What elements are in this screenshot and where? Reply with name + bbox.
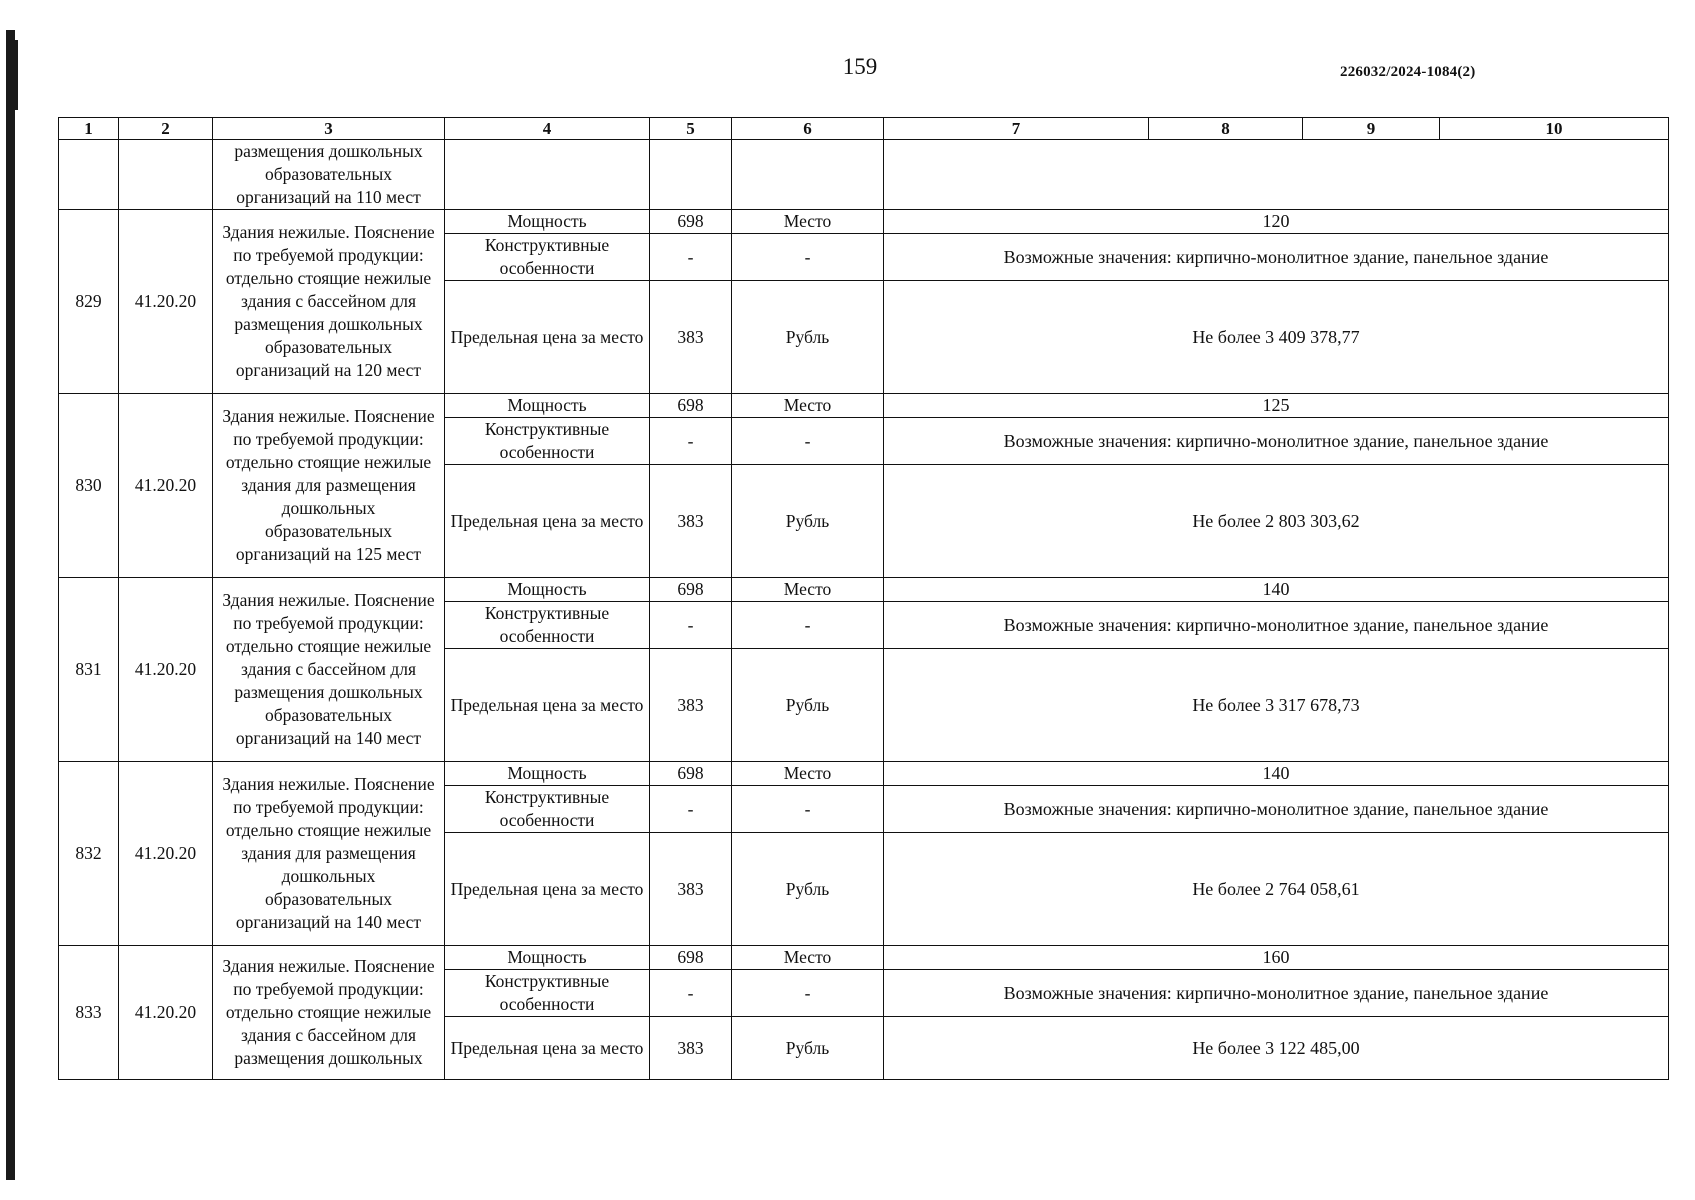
table-row: [59, 210, 1669, 234]
table-row: [59, 578, 1669, 602]
column-number: 9: [1303, 118, 1440, 140]
unit-code: 698: [650, 946, 732, 970]
characteristic-cell: [445, 140, 650, 210]
characteristic-name: Конструктивные особенности: [445, 786, 650, 833]
number-cell: [59, 140, 119, 210]
item-description: Здания нежилые. Пояснение по требуемой продукции: отдельно стоящие нежилые здания с бассейном для размещения дошкольных образовательных организаций на 140 мест: [213, 578, 445, 762]
column-number: 10: [1440, 118, 1669, 140]
characteristic-value: Возможные значения: кирпично-монолитное здание, панельное здание: [884, 418, 1669, 465]
unit-name: Рубль: [732, 649, 884, 762]
unit-code: -: [650, 786, 732, 833]
unit-code: -: [650, 234, 732, 281]
value-cell: [884, 140, 1669, 210]
scan-edge-mark: [6, 30, 15, 1180]
unit-code: 698: [650, 578, 732, 602]
characteristic-name: Мощность: [445, 762, 650, 786]
unit-name: Место: [732, 946, 884, 970]
table-row: [59, 946, 1669, 970]
characteristic-value: Не более 2 803 303,62: [884, 465, 1669, 578]
unit-code: -: [650, 602, 732, 649]
characteristic-name: Предельная цена за место: [445, 281, 650, 394]
unit-code: 698: [650, 394, 732, 418]
unit-name: -: [732, 970, 884, 1017]
unit-name: Рубль: [732, 465, 884, 578]
item-number: 830: [59, 394, 119, 578]
okpd-code: 41.20.20: [119, 946, 213, 1080]
code-cell: [119, 140, 213, 210]
characteristic-name: Предельная цена за место: [445, 833, 650, 946]
unit-name: -: [732, 786, 884, 833]
item-description: Здания нежилые. Пояснение по требуемой продукции: отдельно стоящие нежилые здания с бассейном для размещения дошкольных: [213, 946, 445, 1080]
okpd-code: 41.20.20: [119, 394, 213, 578]
characteristic-name: Мощность: [445, 578, 650, 602]
characteristic-name: Конструктивные особенности: [445, 418, 650, 465]
characteristic-name: Предельная цена за место: [445, 649, 650, 762]
okpd-code: 41.20.20: [119, 210, 213, 394]
unit-name: -: [732, 418, 884, 465]
unit-code: -: [650, 418, 732, 465]
characteristic-value: Не более 3 122 485,00: [884, 1017, 1669, 1080]
scan-edge-mark: [14, 40, 18, 110]
column-number: 7: [884, 118, 1149, 140]
column-number: 1: [59, 118, 119, 140]
characteristic-name: Мощность: [445, 946, 650, 970]
column-number: 3: [213, 118, 445, 140]
characteristic-value: 120: [884, 210, 1669, 234]
unit-name: Рубль: [732, 281, 884, 394]
description-cell: размещения дошкольных образовательных организаций на 110 мест: [213, 140, 445, 210]
column-number: 2: [119, 118, 213, 140]
unit-name: Рубль: [732, 833, 884, 946]
characteristic-name: Мощность: [445, 394, 650, 418]
characteristic-name: Конструктивные особенности: [445, 602, 650, 649]
characteristic-name: Конструктивные особенности: [445, 234, 650, 281]
characteristic-value: 160: [884, 946, 1669, 970]
characteristic-value: Возможные значения: кирпично-монолитное здание, панельное здание: [884, 970, 1669, 1017]
unit-name: Место: [732, 762, 884, 786]
unit-name: Место: [732, 210, 884, 234]
unit-name: Рубль: [732, 1017, 884, 1080]
continuation-row: [59, 140, 1669, 210]
page-number: 159: [842, 54, 878, 79]
item-description: Здания нежилые. Пояснение по требуемой продукции: отдельно стоящие нежилые здания с бассейном для размещения дошкольных образовательных организаций на 120 мест: [213, 210, 445, 394]
column-number: 6: [732, 118, 884, 140]
unit-code: 383: [650, 1017, 732, 1080]
column-number: 8: [1149, 118, 1303, 140]
characteristic-value: Возможные значения: кирпично-монолитное здание, панельное здание: [884, 786, 1669, 833]
unit-code: 698: [650, 210, 732, 234]
item-description: Здания нежилые. Пояснение по требуемой продукции: отдельно стоящие нежилые здания для размещения дошкольных образовательных организаций на 140 мест: [213, 762, 445, 946]
column-number-row: [59, 118, 1669, 140]
unit-name: Место: [732, 394, 884, 418]
characteristic-value: Возможные значения: кирпично-монолитное здание, панельное здание: [884, 602, 1669, 649]
characteristic-value: Не более 2 764 058,61: [884, 833, 1669, 946]
characteristic-value: 140: [884, 762, 1669, 786]
unit-code: 383: [650, 649, 732, 762]
item-description: Здания нежилые. Пояснение по требуемой продукции: отдельно стоящие нежилые здания для размещения дошкольных образовательных организаций на 125 мест: [213, 394, 445, 578]
characteristic-name: Конструктивные особенности: [445, 970, 650, 1017]
unit-name: -: [732, 602, 884, 649]
characteristic-value: 125: [884, 394, 1669, 418]
okpd-code: 41.20.20: [119, 578, 213, 762]
table-row: [59, 394, 1669, 418]
unit-code: 383: [650, 833, 732, 946]
characteristic-name: Предельная цена за место: [445, 465, 650, 578]
item-number: 833: [59, 946, 119, 1080]
characteristic-value: Не более 3 409 378,77: [884, 281, 1669, 394]
unit-code: -: [650, 970, 732, 1017]
item-number: 829: [59, 210, 119, 394]
characteristic-value: Не более 3 317 678,73: [884, 649, 1669, 762]
characteristic-value: Возможные значения: кирпично-монолитное здание, панельное здание: [884, 234, 1669, 281]
item-number: 832: [59, 762, 119, 946]
column-number: 4: [445, 118, 650, 140]
unit-name: Место: [732, 578, 884, 602]
unit-code: 383: [650, 281, 732, 394]
unit-code-cell: [650, 140, 732, 210]
okpd-code: 41.20.20: [119, 762, 213, 946]
specification-table: [58, 117, 1669, 1080]
table-row: [59, 762, 1669, 786]
characteristic-name: Предельная цена за место: [445, 1017, 650, 1080]
unit-name: -: [732, 234, 884, 281]
characteristic-name: Мощность: [445, 210, 650, 234]
unit-name-cell: [732, 140, 884, 210]
column-number: 5: [650, 118, 732, 140]
document-id: 226032/2024-1084(2): [1340, 64, 1476, 80]
characteristic-value: 140: [884, 578, 1669, 602]
unit-code: 698: [650, 762, 732, 786]
item-number: 831: [59, 578, 119, 762]
unit-code: 383: [650, 465, 732, 578]
